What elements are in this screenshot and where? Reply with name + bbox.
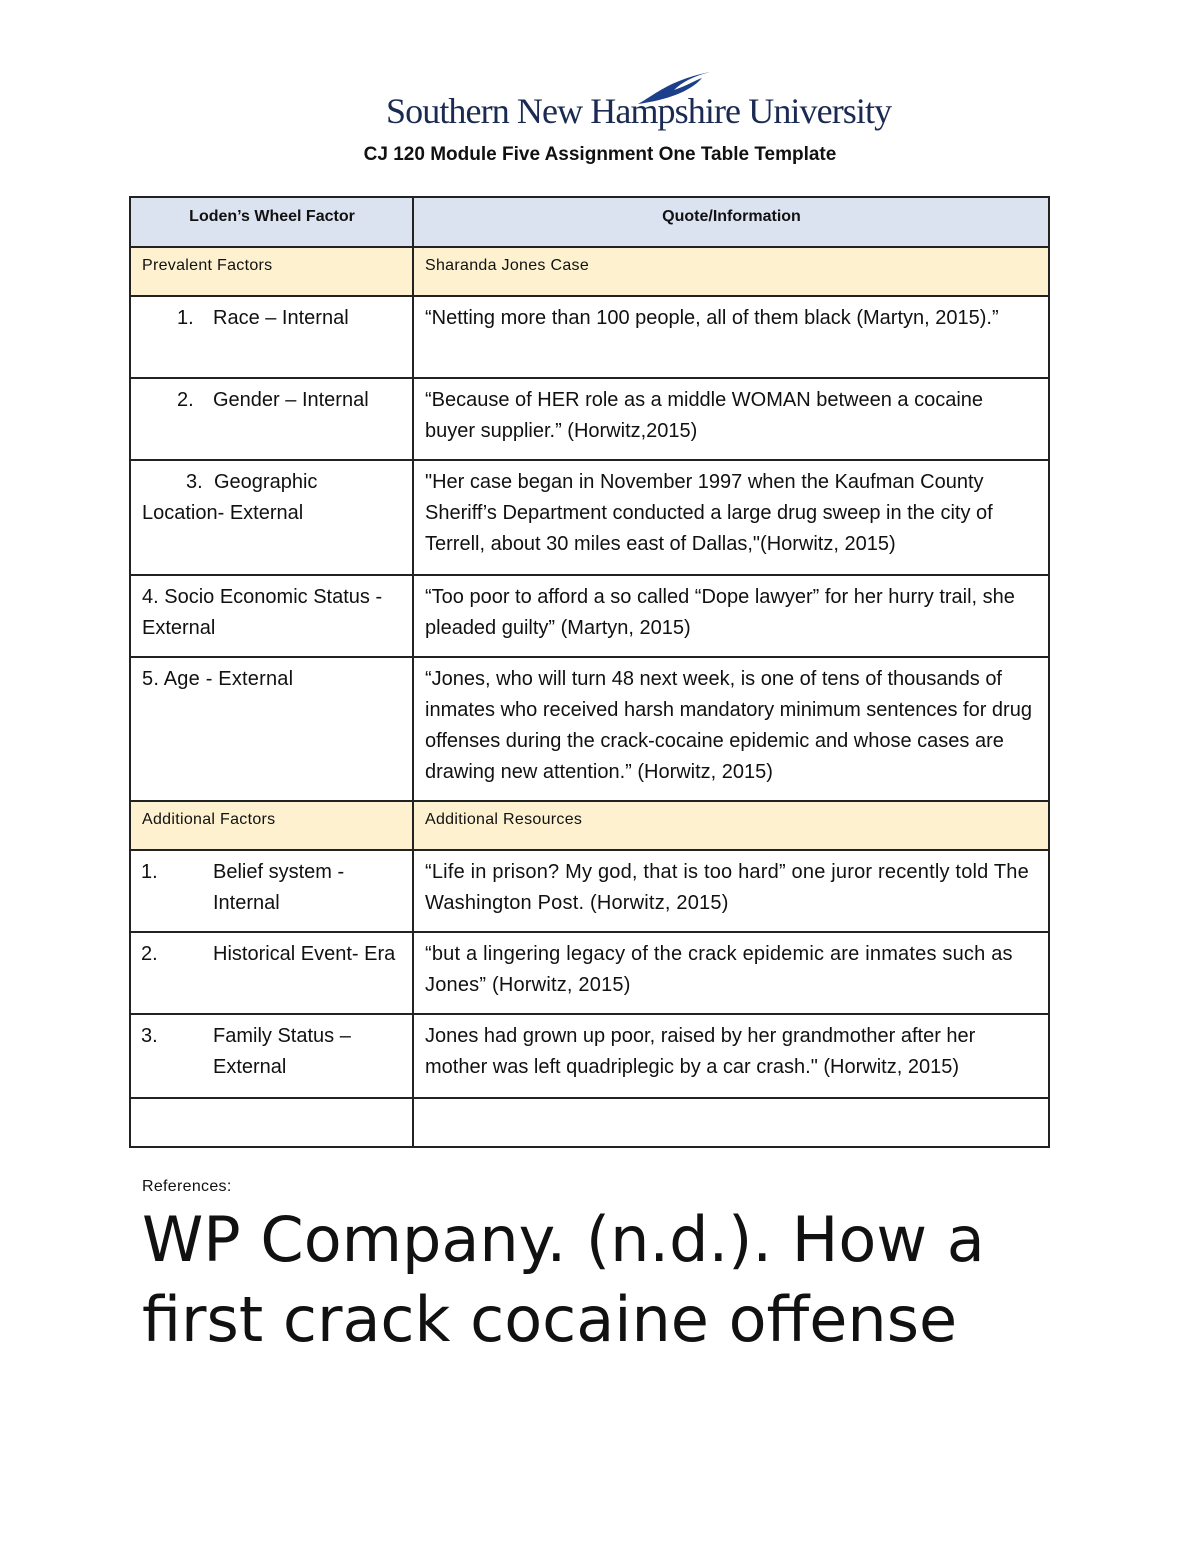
factor-text: Race – Internal [213, 307, 349, 329]
factor-cell [130, 1014, 413, 1098]
empty-cell [130, 1098, 413, 1147]
table-row [130, 850, 1049, 932]
table-row [130, 1014, 1049, 1098]
quote-cell: “Netting more than 100 people, all of them black (Martyn, 2015).” [413, 296, 1049, 378]
factor-number: 2. [177, 389, 194, 411]
factor-text: Belief system - Internal [213, 861, 345, 914]
section-label: Additional Factors [130, 801, 413, 850]
university-name: Southern New Hampshire University [386, 91, 892, 131]
section-label: Prevalent Factors [130, 247, 413, 296]
section-info: Additional Resources [413, 801, 1049, 850]
factor-number: 2. [141, 943, 158, 965]
table-row-empty [130, 1098, 1049, 1147]
quote-cell: “Too poor to afford a so called “Dope lawyer” for her hurry trail, she pleaded guilty” (Martyn, 2015) [413, 575, 1049, 657]
factor-cell [130, 460, 413, 575]
empty-cell [413, 1098, 1049, 1147]
factor-text: Historical Event- Era [213, 943, 396, 965]
factor-text: Age - External [163, 668, 294, 690]
factor-cell [130, 850, 413, 932]
column-header-factor: Loden’s Wheel Factor [130, 197, 413, 247]
section-row-prevalent [130, 247, 1049, 296]
table-header-row [130, 197, 1049, 247]
table-row [130, 932, 1049, 1014]
quote-cell: “Life in prison? My god, that is too hard” one juror recently told The Washington Post. (Horwitz, 2015) [413, 850, 1049, 932]
lodens-wheel-table [129, 196, 1050, 1148]
factor-text: Socio Economic Status - External [142, 586, 383, 639]
factor-number: 1. [177, 307, 194, 329]
column-header-quote: Quote/Information [413, 197, 1049, 247]
table-row [130, 575, 1049, 657]
table-row [130, 657, 1049, 801]
quote-cell: “Because of HER role as a middle WOMAN between a cocaine buyer supplier.” (Horwitz,2015) [413, 378, 1049, 460]
table-row [130, 460, 1049, 575]
factor-number: 5. [142, 668, 160, 690]
references-label: References: [142, 1178, 232, 1195]
factor-number: 1. [141, 861, 158, 883]
factor-number: 3. [186, 471, 203, 493]
factor-text: Geographic Location- External [142, 471, 318, 524]
quote-cell: "Her case began in November 1997 when the Kaufman County Sheriff’s Department conducted a large drug sweep in the city of Terrell, about 30 miles east of Dallas,"(Horwitz, 2015) [413, 460, 1049, 575]
factor-cell [130, 657, 413, 801]
page-title: CJ 120 Module Five Assignment One Table Template [363, 144, 837, 165]
factor-number: 4. [142, 586, 159, 608]
quote-cell: “Jones, who will turn 48 next week, is one of tens of thousands of inmates who received harsh mandatory minimum sentences for drug offenses during the crack-cocaine epidemic and whose cases are drawing new attention.” (Horwitz, 2015) [413, 657, 1049, 801]
factor-cell [130, 575, 413, 657]
section-row-additional [130, 801, 1049, 850]
factor-cell [130, 932, 413, 1014]
table-row [130, 378, 1049, 460]
factor-number: 3. [141, 1025, 158, 1047]
factor-cell [130, 296, 413, 378]
factor-text: Gender – Internal [213, 389, 369, 411]
table-row [130, 296, 1049, 378]
factor-cell [130, 378, 413, 460]
university-logo [386, 70, 892, 136]
quote-cell: Jones had grown up poor, raised by her grandmother after her mother was left quadriplegic by a car crash." (Horwitz, 2015) [413, 1014, 1049, 1098]
quote-cell: “but a lingering legacy of the crack epidemic are inmates such as Jones” (Horwitz, 2015) [413, 932, 1049, 1014]
references-text: WP Company. (n.d.). How a first crack cocaine offense [142, 1203, 985, 1356]
section-info: Sharanda Jones Case [413, 247, 1049, 296]
factor-text: Family Status – External [213, 1025, 351, 1078]
